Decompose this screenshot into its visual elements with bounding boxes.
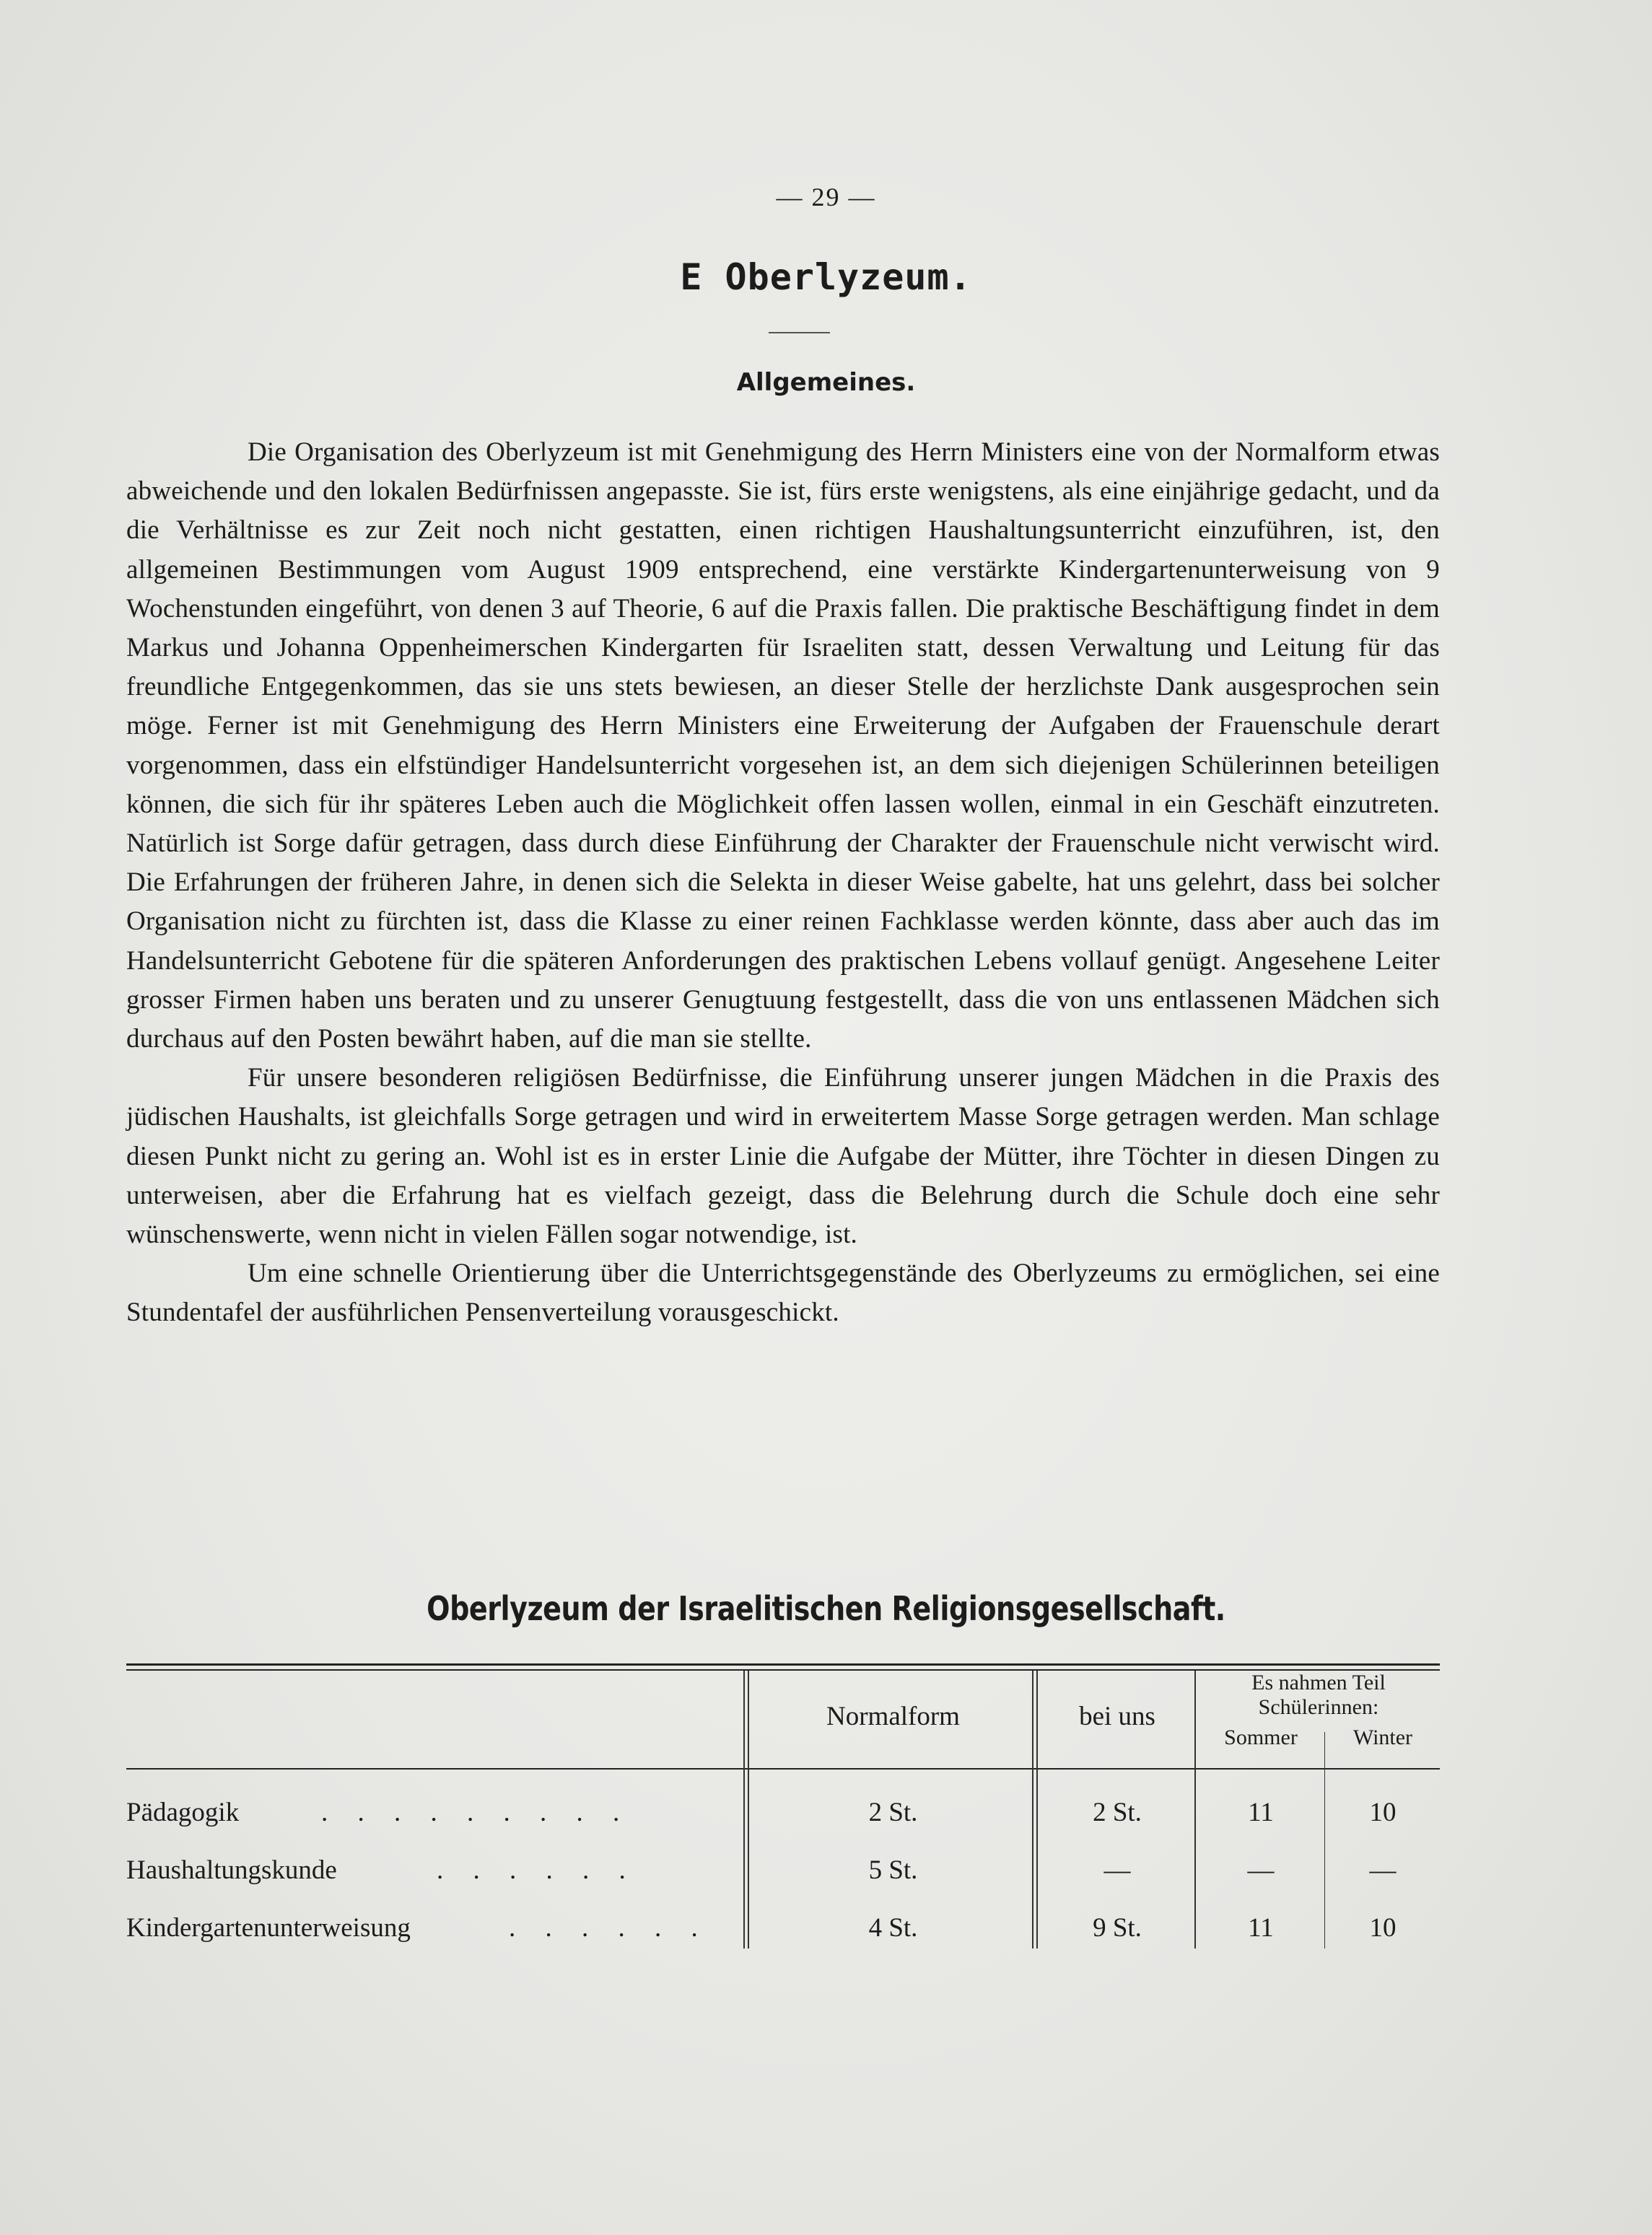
row-bei-uns: — xyxy=(1103,1855,1131,1885)
column-divider xyxy=(748,1671,749,1948)
row-sommer: — xyxy=(1247,1855,1275,1885)
section-title: E Oberlyzeum. xyxy=(680,256,972,298)
row-sommer: 11 xyxy=(1248,1798,1274,1827)
table-header-rule xyxy=(126,1768,1440,1770)
subtitle: Allgemeines. xyxy=(736,368,916,397)
row-bei-uns: 9 St. xyxy=(1093,1913,1142,1943)
header-teilnahme-line1: Es nahmen Teil xyxy=(1251,1671,1386,1694)
column-divider xyxy=(1194,1671,1196,1948)
header-teilnahme xyxy=(1197,1671,1440,1720)
column-divider xyxy=(1324,1732,1325,1948)
column-divider xyxy=(1036,1671,1038,1948)
header-normalform: Normalform xyxy=(826,1702,960,1731)
paragraph-1: Die Organisation des Oberlyzeum ist mit Genehmigung des Herrn Ministers eine von der Normalform etwas abweichende und den lokalen Bedürfnissen angepasste. Sie ist, fürs erste wenigstens, als eine einjährige gedacht, und da die Verhältnisse es zur Zeit noch nicht gestatten, einen richtigen Haushaltungsunterricht einzuführen, ist, den allgemeinen Bestimmungen vom August 1909 entsprechend, eine verstärkte Kindergartenunterweisung von 9 Wochenstunden eingeführt, von denen 3 auf Theorie, 6 auf die Praxis fallen. Die praktische Beschäftigung findet in dem Markus und Johanna Oppenheimerschen Kindergarten für Israeliten statt, dessen Verwaltung und Leitung für das freundliche Entgegenkommen, das sie uns stets bewiesen, an dieser Stelle der herzlichste Dank ausgesprochen sein möge. Ferner ist mit Genehmigung des Herrn Ministers eine Erweiterung der Aufgaben der Frauenschule derart vorgenommen, dass ein elfstündiger Handelsunterricht vorgesehen ist, an dem sich diejenigen Schülerinnen beteiligen können, die sich für ihr späteres Leben auch die Möglichkeit offen lassen wollen, einmal in ein Geschäft einzutreten. Natürlich ist Sorge dafür getragen, dass durch diese Einführung der Charakter der Frauenschule nicht verwischt wird. Die Erfahrungen der früheren Jahre, in denen sich die Selekta in dieser Weise gabelte, hat uns gelehrt, dass bei solcher Organisation nicht zu fürchten ist, dass die Klasse zu einer reinen Fachklasse werden könnte, dass aber auch das im Handelsunterricht Gebotene für die späteren Anforderungen des praktischen Lebens vollauf genügt. Angesehene Leiter grosser Firmen haben uns beraten und zu unserer Genugtuung festgestellt, dass die von uns entlassenen Mädchen sich durchaus auf den Posten bewährt haben, auf die man sie stellte. xyxy=(126,437,1440,1054)
row-subject: Pädagogik xyxy=(126,1798,240,1827)
schedule-table xyxy=(126,1663,1440,1952)
row-leader-dots: . . . . . . xyxy=(509,1913,709,1943)
row-winter: 10 xyxy=(1369,1913,1397,1943)
title-divider xyxy=(769,332,830,333)
row-sommer: 11 xyxy=(1248,1913,1274,1943)
row-subject: Kindergartenunterweisung xyxy=(126,1913,411,1943)
column-divider xyxy=(1032,1671,1033,1948)
header-teilnahme-line2: Schülerinnen: xyxy=(1258,1695,1379,1719)
table-heading: Oberlyzeum der Israelitischen Religionsgesellschaft. xyxy=(427,1589,1225,1628)
column-divider xyxy=(743,1671,745,1948)
paragraph-2: Für unsere besonderen religiösen Bedürfnisse, die Einführung unserer jungen Mädchen in die Praxis des jüdischen Haushalts, ist gleichfalls Sorge getragen und wird in erweitertem Masse Sorge getragen werden. Man schlage diesen Punkt nicht zu gering an. Wohl ist es in erster Linie die Aufgabe der Mütter, ihre Töchter in diesen Dingen zu unterweisen, aber die Erfahrung hat es vielfach gezeigt, dass die Belehrung durch die Schule doch eine sehr wünschenswerte, wenn nicht in vielen Fällen sogar notwendige, ist. xyxy=(126,1063,1440,1250)
row-leader-dots: . . . . . . . . . xyxy=(321,1798,631,1827)
paragraph-3: Um eine schnelle Orientierung über die Unterrichtsgegenstände des Oberlyzeums zu ermöglichen, sei eine Stundentafel der ausführlichen Pensenverteilung vorausgeschickt. xyxy=(126,1259,1440,1328)
header-bei-uns: bei uns xyxy=(1079,1702,1155,1731)
row-leader-dots: . . . . . . xyxy=(437,1855,637,1885)
header-winter: Winter xyxy=(1352,1726,1413,1749)
body-text xyxy=(126,433,1440,1333)
table-top-rule xyxy=(126,1663,1440,1666)
row-bei-uns: 2 St. xyxy=(1093,1798,1142,1827)
row-normalform: 4 St. xyxy=(868,1913,918,1943)
header-sommer: Sommer xyxy=(1224,1726,1298,1749)
row-winter: — xyxy=(1369,1855,1397,1885)
page-number: — 29 — xyxy=(776,183,876,211)
row-subject: Haushaltungskunde xyxy=(126,1855,337,1885)
row-normalform: 2 St. xyxy=(868,1798,918,1827)
row-winter: 10 xyxy=(1369,1798,1397,1827)
row-normalform: 5 St. xyxy=(868,1855,918,1885)
